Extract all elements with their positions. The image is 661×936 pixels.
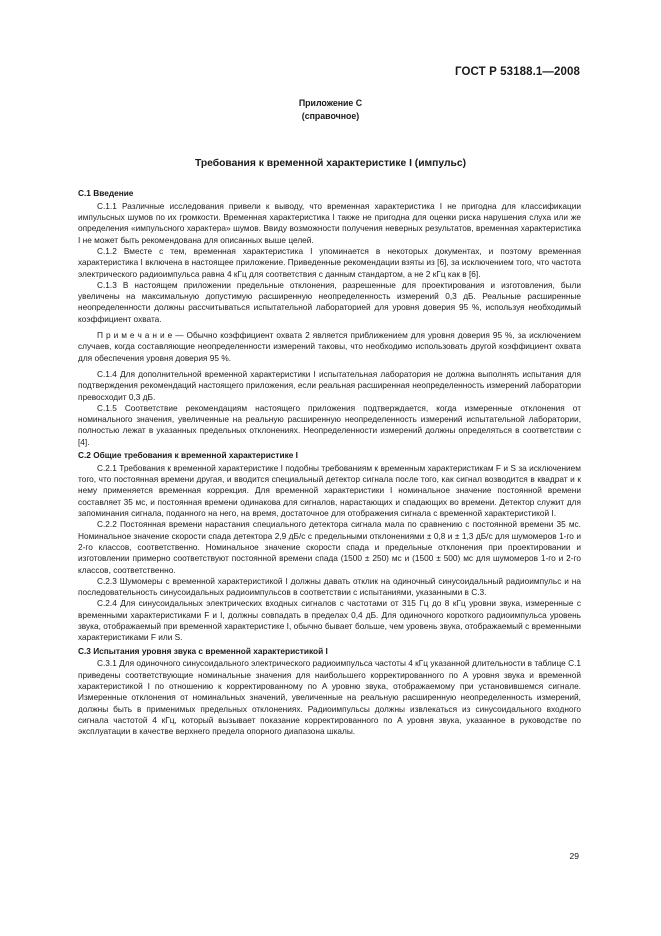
annex-heading <box>0 97 661 123</box>
paragraph: С.1.5 Соответствие рекомендациям настоящего приложения подтверждается, когда измеренные отклонения от номинального значения, увеличенные на реальную расширенную неопределенность измерений испытательной лаборатории, полностью лежат в указанных предельных отклонениях. Неопределенности измерений должны определяться в соответствии с [4]. <box>78 402 581 447</box>
standard-code: ГОСТ Р 53188.1—2008 <box>455 66 580 78</box>
paragraph: С.1.4 Для дополнительной временной характеристики I испытательная лаборатория не должна выполнять испытания для подтверждения рекомендаций настоящего приложения, если реальная расширенная неопределенность измерений лаборатории превосходит 0,3 дБ. <box>78 368 581 402</box>
paragraph: С.3.1 Для одиночного синусоидального электрического радиоимпульса частоты 4 кГц указанной длительности в таблице С.1 приведены соответствующие номинальные значения для наибольшего корректированного по A уровня звука и временной характеристикой I по отношению к корректированному по A уровню звука, отображаемому при установившемся сигнале. Измеренные отклонения от номинальных значений, увеличенные на реальную расширенную неопределенность измерений, должны быть в применимых предельных отклонениях. Радиоимпульсы должны извлекаться из синусоидального входного сигнала частотой 4 кГц, который вызывает показание корректированного по A уровня звука, указанное в руководстве по эксплуатации в качестве верхнего предела опорного диапазона шкалы. <box>78 658 581 737</box>
paragraph: С.2.2 Постоянная времени нарастания специального детектора сигнала мала по сравнению с постоянной времени 35 мс. Номинальное значение скорости спада детектора 2,9 дБ/с с предельными отклонениями ± 0,8 и ± 1,3 дБ/с для шумомеров 1-го и 2-го классов, соответственно. Номинальное значение скорости спада и предельные отклонения при проектировании и изготовлении примерно соответствуют постоянной времени спада (1500 ± 250) мс и (1500 ± 500) мс для шумомеров 1-го и 2-го классов, соответственно. <box>78 519 581 575</box>
annex-status: (справочное) <box>301 111 360 121</box>
note: П р и м е ч а н и е — Обычно коэффициент охвата 2 является приближением для уровня доверия 95 %, за исключением случаев, когда составляющие неопределенности измерений таковы, что необходимо использовать другой коэффициент охвата для обеспечения уровня доверия 95 %. <box>78 330 581 363</box>
paragraph: С.1.2 Вместе с тем, временная характеристика I упоминается в некоторых документах, и поэтому временная характеристика I включена в настоящее приложение. Приведенные рекомендации взяты из [6], за исключением того, что частота электрического радиоимпульса равна 4 кГц для соответствия с данным стандартом, а не 2 кГц как в [6]. <box>78 245 581 279</box>
paragraph: С.2.4 Для синусоидальных электрических входных сигналов с частотами от 315 Гц до 8 кГц уровни звука, измеренные с временными характеристиками F и I, должны совпадать в пределах 0,4 дБ. Для одиночного короткого радиоимпульса уровень звука, отображаемый при временной характеристике I, обычно бывает больше, чем уровень звука, отображаемый с временными характеристиками F или S. <box>78 598 581 643</box>
paragraph: С.2.1 Требования к временной характеристике I подобны требованиям к временным характеристикам F и S за исключением того, что постоянная времени другая, и вводится специальный детектор сигнала после того, как сигнал возводится в квадрат и к нему применяется временная коррекция. Для временной характеристики I номинальное значение постоянной времени составляет 35 мс, и постоянная времени одинакова для сигналов, нарастающих и спадающих во времени. Детектор служит для запоминания сигнала, поданного на него, на время, достаточное для отображения сигнала с временной характеристикой I. <box>78 462 581 519</box>
annex-title: Требования к временной характеристике I (импульс) <box>194 158 467 169</box>
paragraph: С.2.3 Шумомеры с временной характеристикой I должны давать отклик на одиночный синусоидальный радиоимпульс и на последовательность синусоидальных радиоимпульсов в соответствии с испытаниями, указанными в С.3. <box>78 575 581 598</box>
paragraph: С.1.1 Различные исследования привели к выводу, что временная характеристика I не пригодна для классификации импульсных шумов по их громкости. Временная характеристика I также не пригодна для оценки риска нарушения слуха или же определения «импульсного характера» шумов. Ввиду возможности получения неверных результатов, временная характеристика I не может быть рекомендована для описанных выше целей. <box>78 200 581 245</box>
section-heading: С.3 Испытания уровня звука с временной характеристикой I <box>78 645 328 656</box>
section-heading: С.1 Введение <box>78 188 134 198</box>
section-heading: С.2 Общие требования к временной характеристике I <box>78 450 298 461</box>
paragraph: С.1.3 В настоящем приложении предельные отклонения, разрешенные для проектирования и изготовления, были увеличены на максимальную допустимую расширенную неопределенность измерений 0,3 дБ. Реальные расширенные неопределенности должны рассчитываться испытательной лабораторией для уровня доверия 95 %, используя необходимый коэффициент охвата. <box>78 279 581 324</box>
page-number: 29 <box>569 851 579 861</box>
document-body <box>78 188 581 737</box>
annex-label: Приложение С <box>298 98 363 108</box>
